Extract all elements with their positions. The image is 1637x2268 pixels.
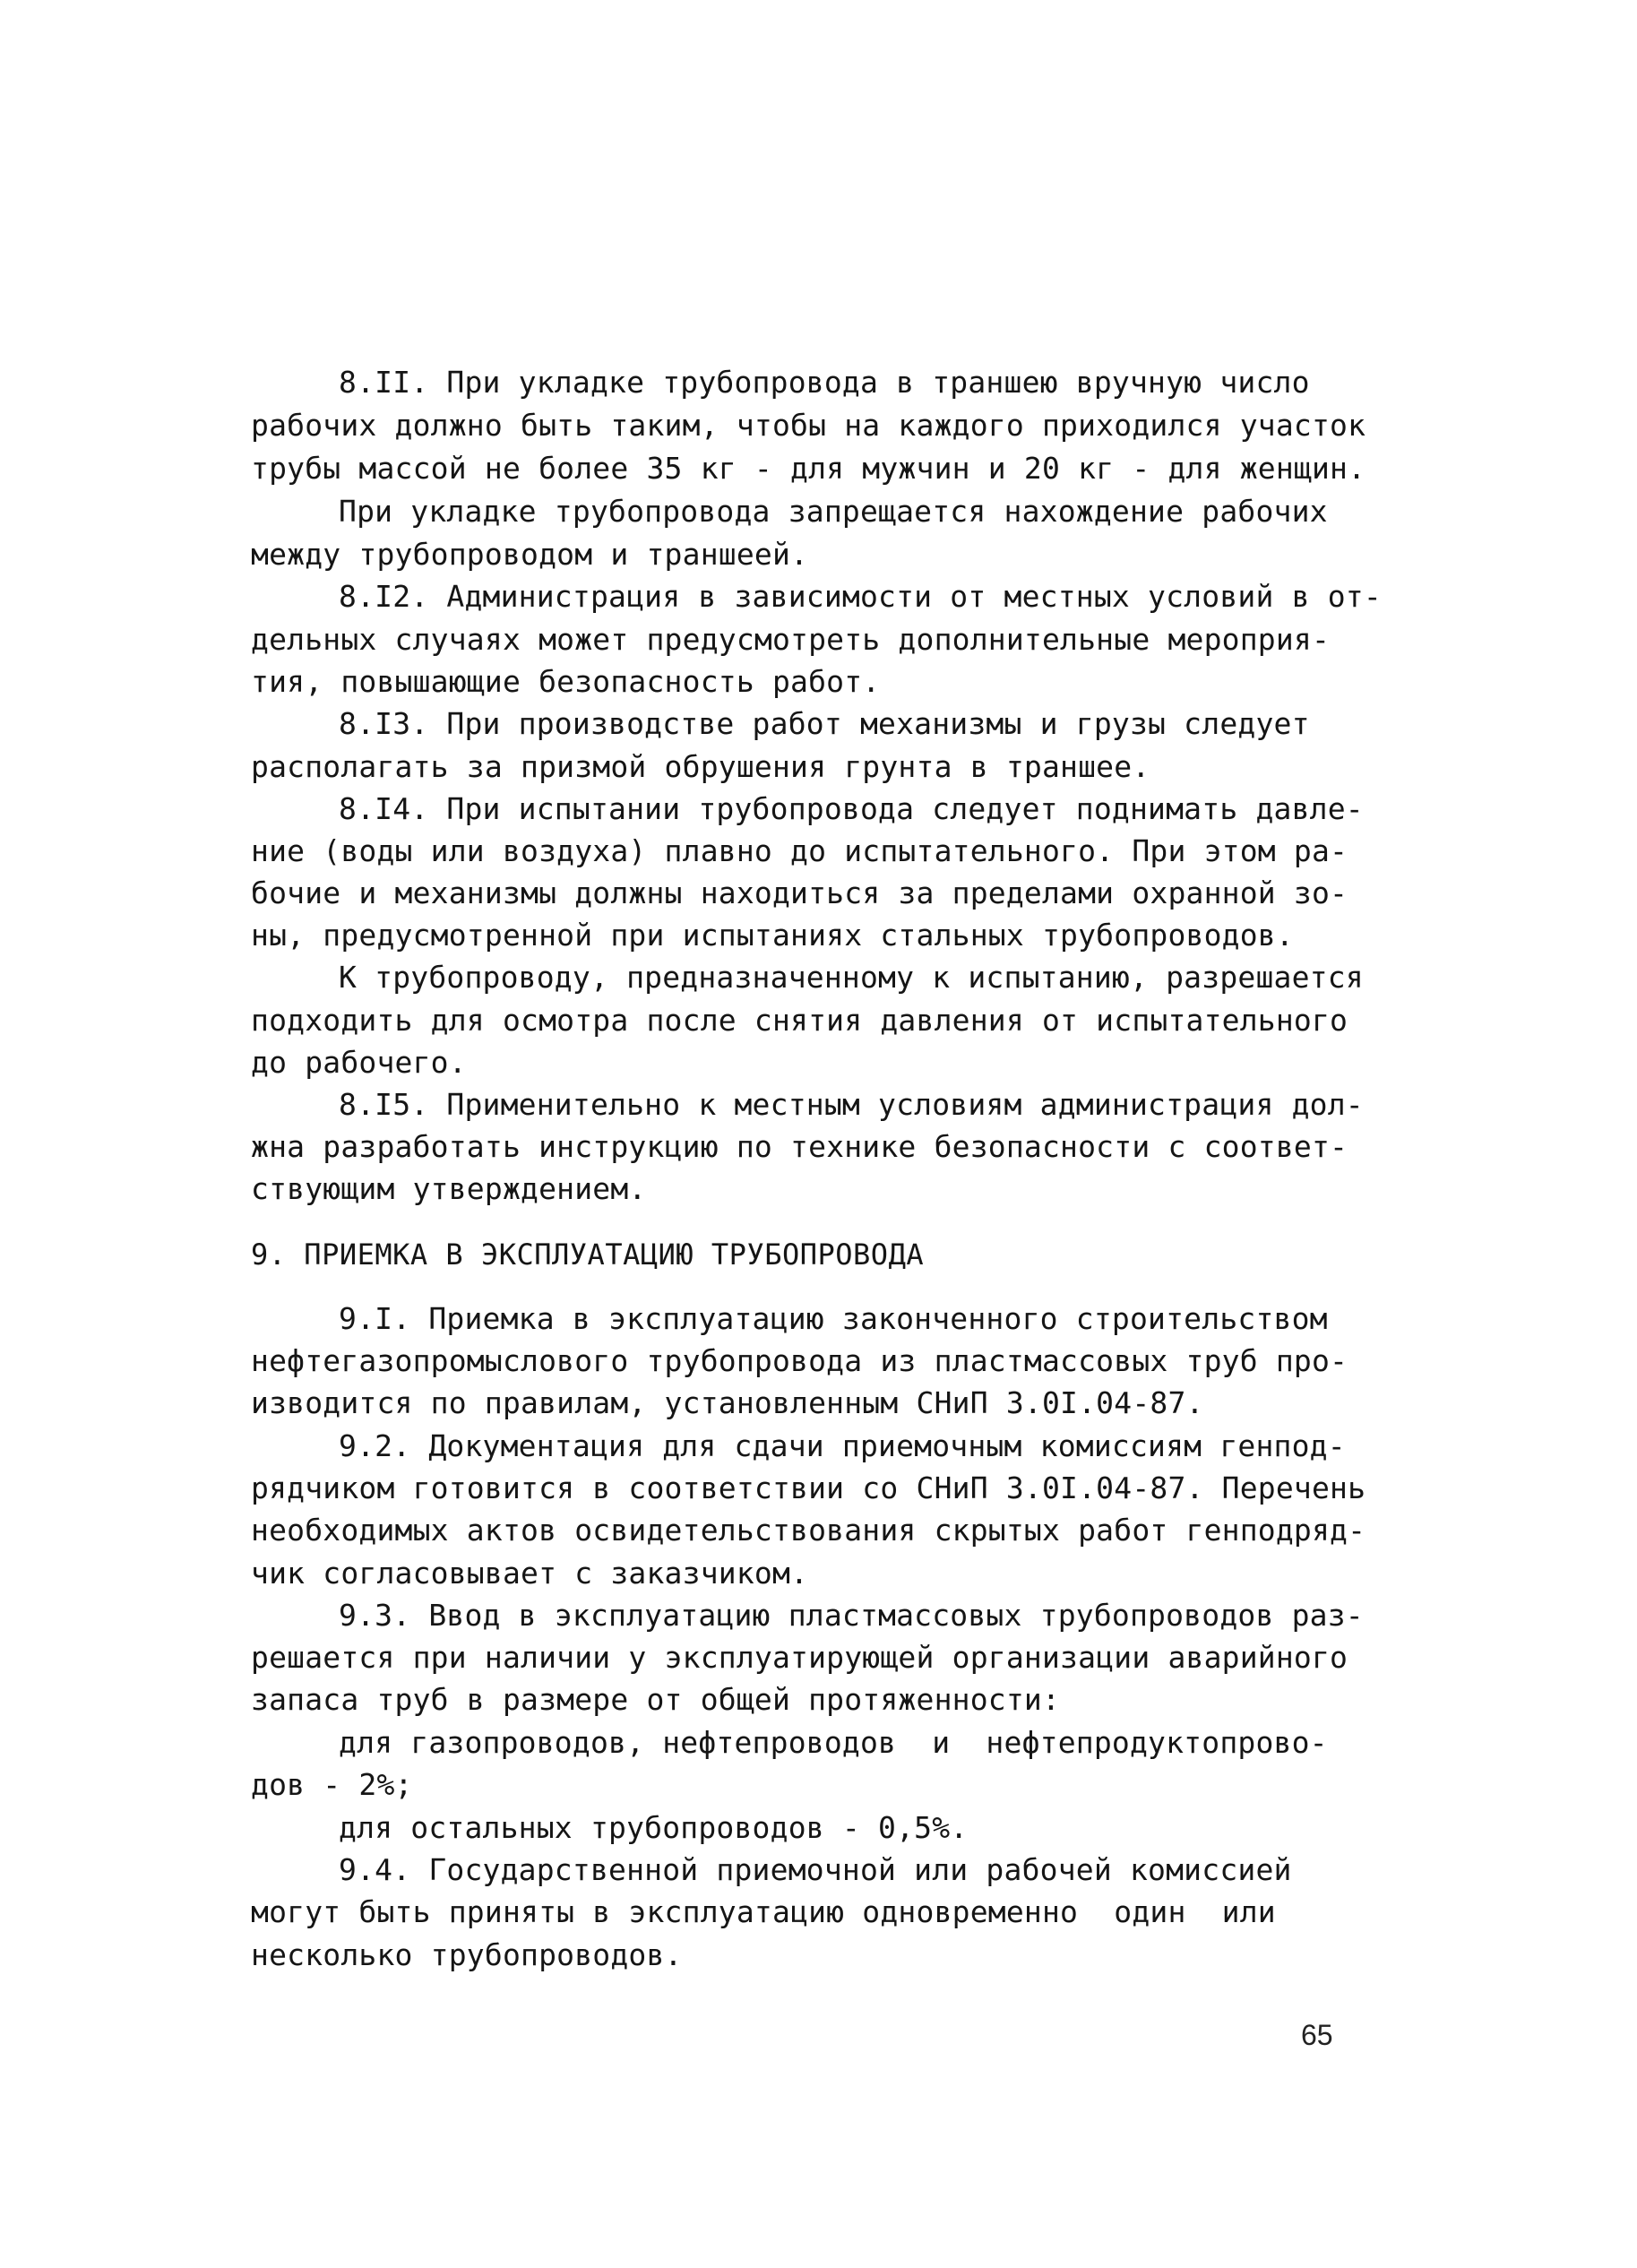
- text-line: располагать за призмой обрушения грунта в траншее.: [251, 749, 1150, 784]
- text-line: жна разработать инструкцию по технике безопасности с соответ-: [251, 1129, 1348, 1164]
- text-line: ние (воды или воздуха) плавно до испытательного. При этом ра-: [251, 833, 1348, 868]
- text-line: изводится по правилам, установленным СНиП 3.0I.04-87.: [251, 1385, 1204, 1420]
- text-line: 9.2. Документация для сдачи приемочным комиссиям генпод-: [339, 1428, 1346, 1463]
- text-line: дов - 2%;: [251, 1767, 413, 1802]
- text-line: до рабочего.: [251, 1045, 467, 1080]
- text-line: запаса труб в размере от общей протяженности:: [251, 1682, 1061, 1717]
- text-line: 8.I5. Применительно к местным условиям администрация дол-: [339, 1087, 1364, 1122]
- text-line: могут быть приняты в эксплуатацию одновременно один или: [251, 1894, 1276, 1929]
- text-line: решается при наличии у эксплуатирующей организации аварийного: [251, 1640, 1348, 1675]
- text-line: трубы массой не более 35 кг - для мужчин и 20 кг - для женщин.: [251, 451, 1366, 486]
- text-line: для остальных трубопроводов - 0,5%.: [339, 1810, 969, 1845]
- text-line: для газопроводов, нефтепроводов и нефтепродуктопрово-: [339, 1725, 1328, 1760]
- text-line: бочие и механизмы должны находиться за пределами охранной зо-: [251, 875, 1348, 910]
- text-line: подходить для осмотра после снятия давления от испытательного: [251, 1003, 1348, 1038]
- text-line: чик согласовывает с заказчиком.: [251, 1556, 809, 1591]
- text-line: ствующим утверждением.: [251, 1171, 647, 1206]
- text-line: нефтегазопромыслового трубопровода из пластмассовых труб про-: [251, 1343, 1348, 1378]
- text-line: несколько трубопроводов.: [251, 1937, 683, 1972]
- section-heading: 9. ПРИЕМКА В ЭКСПЛУАТАЦИЮ ТРУБОПРОВОДА: [251, 1237, 925, 1272]
- text-line: 9.I. Приемка в эксплуатацию законченного строительством: [339, 1301, 1328, 1336]
- text-line: 8.I3. При производстве работ механизмы и грузы следует: [339, 706, 1310, 741]
- text-line: ны, предусмотренной при испытаниях стальных трубопроводов.: [251, 918, 1294, 953]
- text-line: рабочих должно быть таким, чтобы на каждого приходился участок: [251, 408, 1366, 443]
- text-line: 8.II. При укладке трубопровода в траншею вручную число: [339, 365, 1310, 400]
- text-line: К трубопроводу, предназначенному к испытанию, разрешается: [339, 960, 1364, 995]
- text-line: рядчиком готовится в соответствии со СНиП 3.0I.04-87. Перечень: [251, 1470, 1366, 1505]
- text-line: между трубопроводом и траншеей.: [251, 537, 809, 572]
- text-line: дельных случаях может предусмотреть дополнительные мероприя-: [251, 622, 1331, 657]
- text-line: 8.I4. При испытании трубопровода следует поднимать давле-: [339, 791, 1364, 826]
- text-line: При укладке трубопровода запрещается нахождение рабочих: [339, 494, 1328, 529]
- text-line: 8.I2. Администрация в зависимости от местных условий в от-: [339, 579, 1382, 614]
- text-line: тия, повышающие безопасность работ.: [251, 664, 881, 699]
- page-number: 65: [1301, 2019, 1333, 2051]
- text-line: 9.3. Ввод в эксплуатацию пластмассовых трубопроводов раз-: [339, 1598, 1364, 1633]
- text-line: необходимых актов освидетельствования скрытых работ генподряд-: [251, 1513, 1366, 1548]
- text-line: 9.4. Государственной приемочной или рабочей комиссией: [339, 1852, 1292, 1887]
